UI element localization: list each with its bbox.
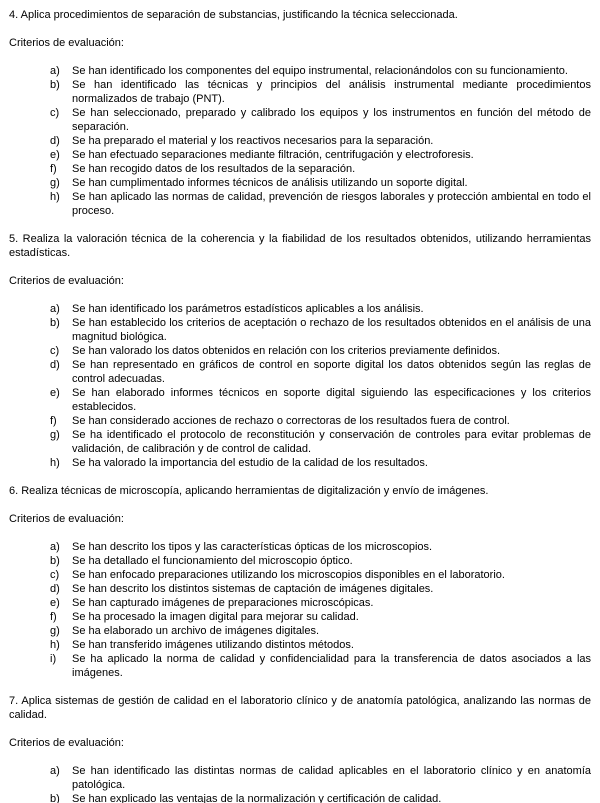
criterion-item [9,64,591,78]
item-text: Se han capturado imágenes de preparaciones microscópicas. [72,597,374,609]
item-letter: f) [50,415,57,427]
item-text: Se ha valorado la importancia del estudio de la calidad de los resultados. [72,457,428,469]
section-6-criteria-list [9,540,591,680]
item-letter: i) [50,653,57,665]
item-letter: c) [50,345,60,357]
criterion-item [9,162,591,176]
item-text: Se han recogido datos de los resultados de la separación. [72,163,356,175]
item-text: Se han explicado las ventajas de la normalización y certificación de calidad. [72,793,442,803]
item-text: Se han enfocado preparaciones utilizando los microscopios disponibles en el laboratorio. [72,569,505,581]
item-letter: g) [50,177,60,189]
criterion-item [9,568,591,582]
criterion-item [9,638,591,652]
section-6-title: 6. Realiza técnicas de microscopía, aplicando herramientas de digitalización y envío de imágenes. [9,485,489,497]
item-letter: a) [50,765,60,777]
criterion-item [9,652,591,680]
item-text: Se han identificado las técnicas y principios del análisis instrumental mediante procedimientos normalizados de trabajo (PNT). [72,79,591,105]
item-text: Se ha preparado el material y los reactivos necesarios para la separación. [72,135,434,147]
item-text: Se ha aplicado la norma de calidad y confidencialidad para la transferencia de datos asociados a las imágenes. [72,653,591,679]
criterion-item [9,316,591,344]
item-letter: a) [50,303,60,315]
criterion-item [9,344,591,358]
section-4-title: 4. Aplica procedimientos de separación de substancias, justificando la técnica seleccionada. [9,9,458,21]
criterion-item [9,78,591,106]
criterion-item [9,428,591,456]
item-text: Se ha elaborado un archivo de imágenes digitales. [72,625,320,637]
section-7-criteria-label: Criterios de evaluación: [9,737,124,749]
item-text: Se han seleccionado, preparado y calibrado los equipos y los instrumentos en función del método de separación. [72,107,591,133]
item-text: Se han identificado las distintas normas de calidad aplicables en el laboratorio clínico y en anatomía patológica. [72,765,591,791]
section-6-criteria-label: Criterios de evaluación: [9,513,124,525]
criterion-item [9,148,591,162]
item-text: Se han identificado los parámetros estadísticos aplicables a los análisis. [72,303,424,315]
item-letter: d) [50,359,60,371]
item-letter: c) [50,107,60,119]
item-letter: f) [50,163,57,175]
item-letter: d) [50,583,60,595]
criterion-item [9,190,591,218]
item-letter: b) [50,793,60,803]
item-text: Se han establecido los criterios de aceptación o rechazo de los resultados obtenidos en el análisis de una magnitud biológica. [72,317,591,343]
item-text: Se ha identificado el protocolo de reconstitución y conservación de controles para evitar problemas de validación, de calibración y de control de calidad. [72,429,591,455]
item-text: Se han aplicado las normas de calidad, prevención de riesgos laborales y protección ambiental en todo el proceso. [72,191,591,217]
section-4-criteria-list [9,64,591,218]
criterion-item [9,554,591,568]
item-letter: a) [50,541,60,553]
criterion-item [9,358,591,386]
item-letter: b) [50,555,60,567]
section-5-criteria-label: Criterios de evaluación: [9,275,124,287]
criterion-item [9,540,591,554]
criterion-item [9,792,591,803]
section-4-criteria-label: Criterios de evaluación: [9,37,124,49]
item-letter: e) [50,387,60,399]
criterion-item [9,176,591,190]
item-letter: c) [50,569,60,581]
item-letter: h) [50,191,60,203]
criterion-item [9,134,591,148]
item-text: Se han representado en gráficos de control en soporte digital los datos obtenidos según las reglas de control adecuadas. [72,359,591,385]
item-letter: f) [50,611,57,623]
item-letter: h) [50,639,60,651]
item-text: Se han identificado los componentes del equipo instrumental, relacionándolos con su funcionamiento. [72,65,568,77]
item-letter: a) [50,65,60,77]
item-letter: g) [50,625,60,637]
item-letter: e) [50,149,60,161]
criterion-item [9,302,591,316]
item-text: Se han cumplimentado informes técnicos de análisis utilizando un soporte digital. [72,177,468,189]
criterion-item [9,624,591,638]
section-7-title: 7. Aplica sistemas de gestión de calidad en el laboratorio clínico y de anatomía patológica, analizando las normas de calidad. [9,695,591,721]
item-text: Se han efectuado separaciones mediante filtración, centrifugación y electroforesis. [72,149,474,161]
criterion-item [9,386,591,414]
criterion-item [9,610,591,624]
item-letter: g) [50,429,60,441]
criterion-item [9,456,591,470]
item-letter: e) [50,597,60,609]
item-letter: b) [50,317,60,329]
item-letter: b) [50,79,60,91]
criterion-item [9,596,591,610]
criterion-item [9,414,591,428]
item-text: Se ha detallado el funcionamiento del microscopio óptico. [72,555,353,567]
section-7-criteria-list [9,764,591,803]
criterion-item [9,106,591,134]
criterion-item [9,582,591,596]
item-text: Se ha procesado la imagen digital para mejorar su calidad. [72,611,359,623]
section-5-title: 5. Realiza la valoración técnica de la coherencia y la fiabilidad de los resultados obtenidos, utilizando herramientas estadísticas. [9,233,591,259]
item-letter: d) [50,135,60,147]
item-text: Se han considerado acciones de rechazo o correctoras de los resultados fuera de control. [72,415,510,427]
item-text: Se han descrito los distintos sistemas de captación de imágenes digitales. [72,583,434,595]
item-text: Se han elaborado informes técnicos en soporte digital siguiendo las especificaciones y los criterios establecidos. [72,387,591,413]
item-text: Se han transferido imágenes utilizando distintos métodos. [72,639,354,651]
item-text: Se han descrito los tipos y las características ópticas de los microscopios. [72,541,433,553]
item-text: Se han valorado los datos obtenidos en relación con los criterios previamente definidos. [72,345,501,357]
item-letter: h) [50,457,60,469]
criterion-item [9,764,591,792]
section-5-criteria-list [9,302,591,470]
